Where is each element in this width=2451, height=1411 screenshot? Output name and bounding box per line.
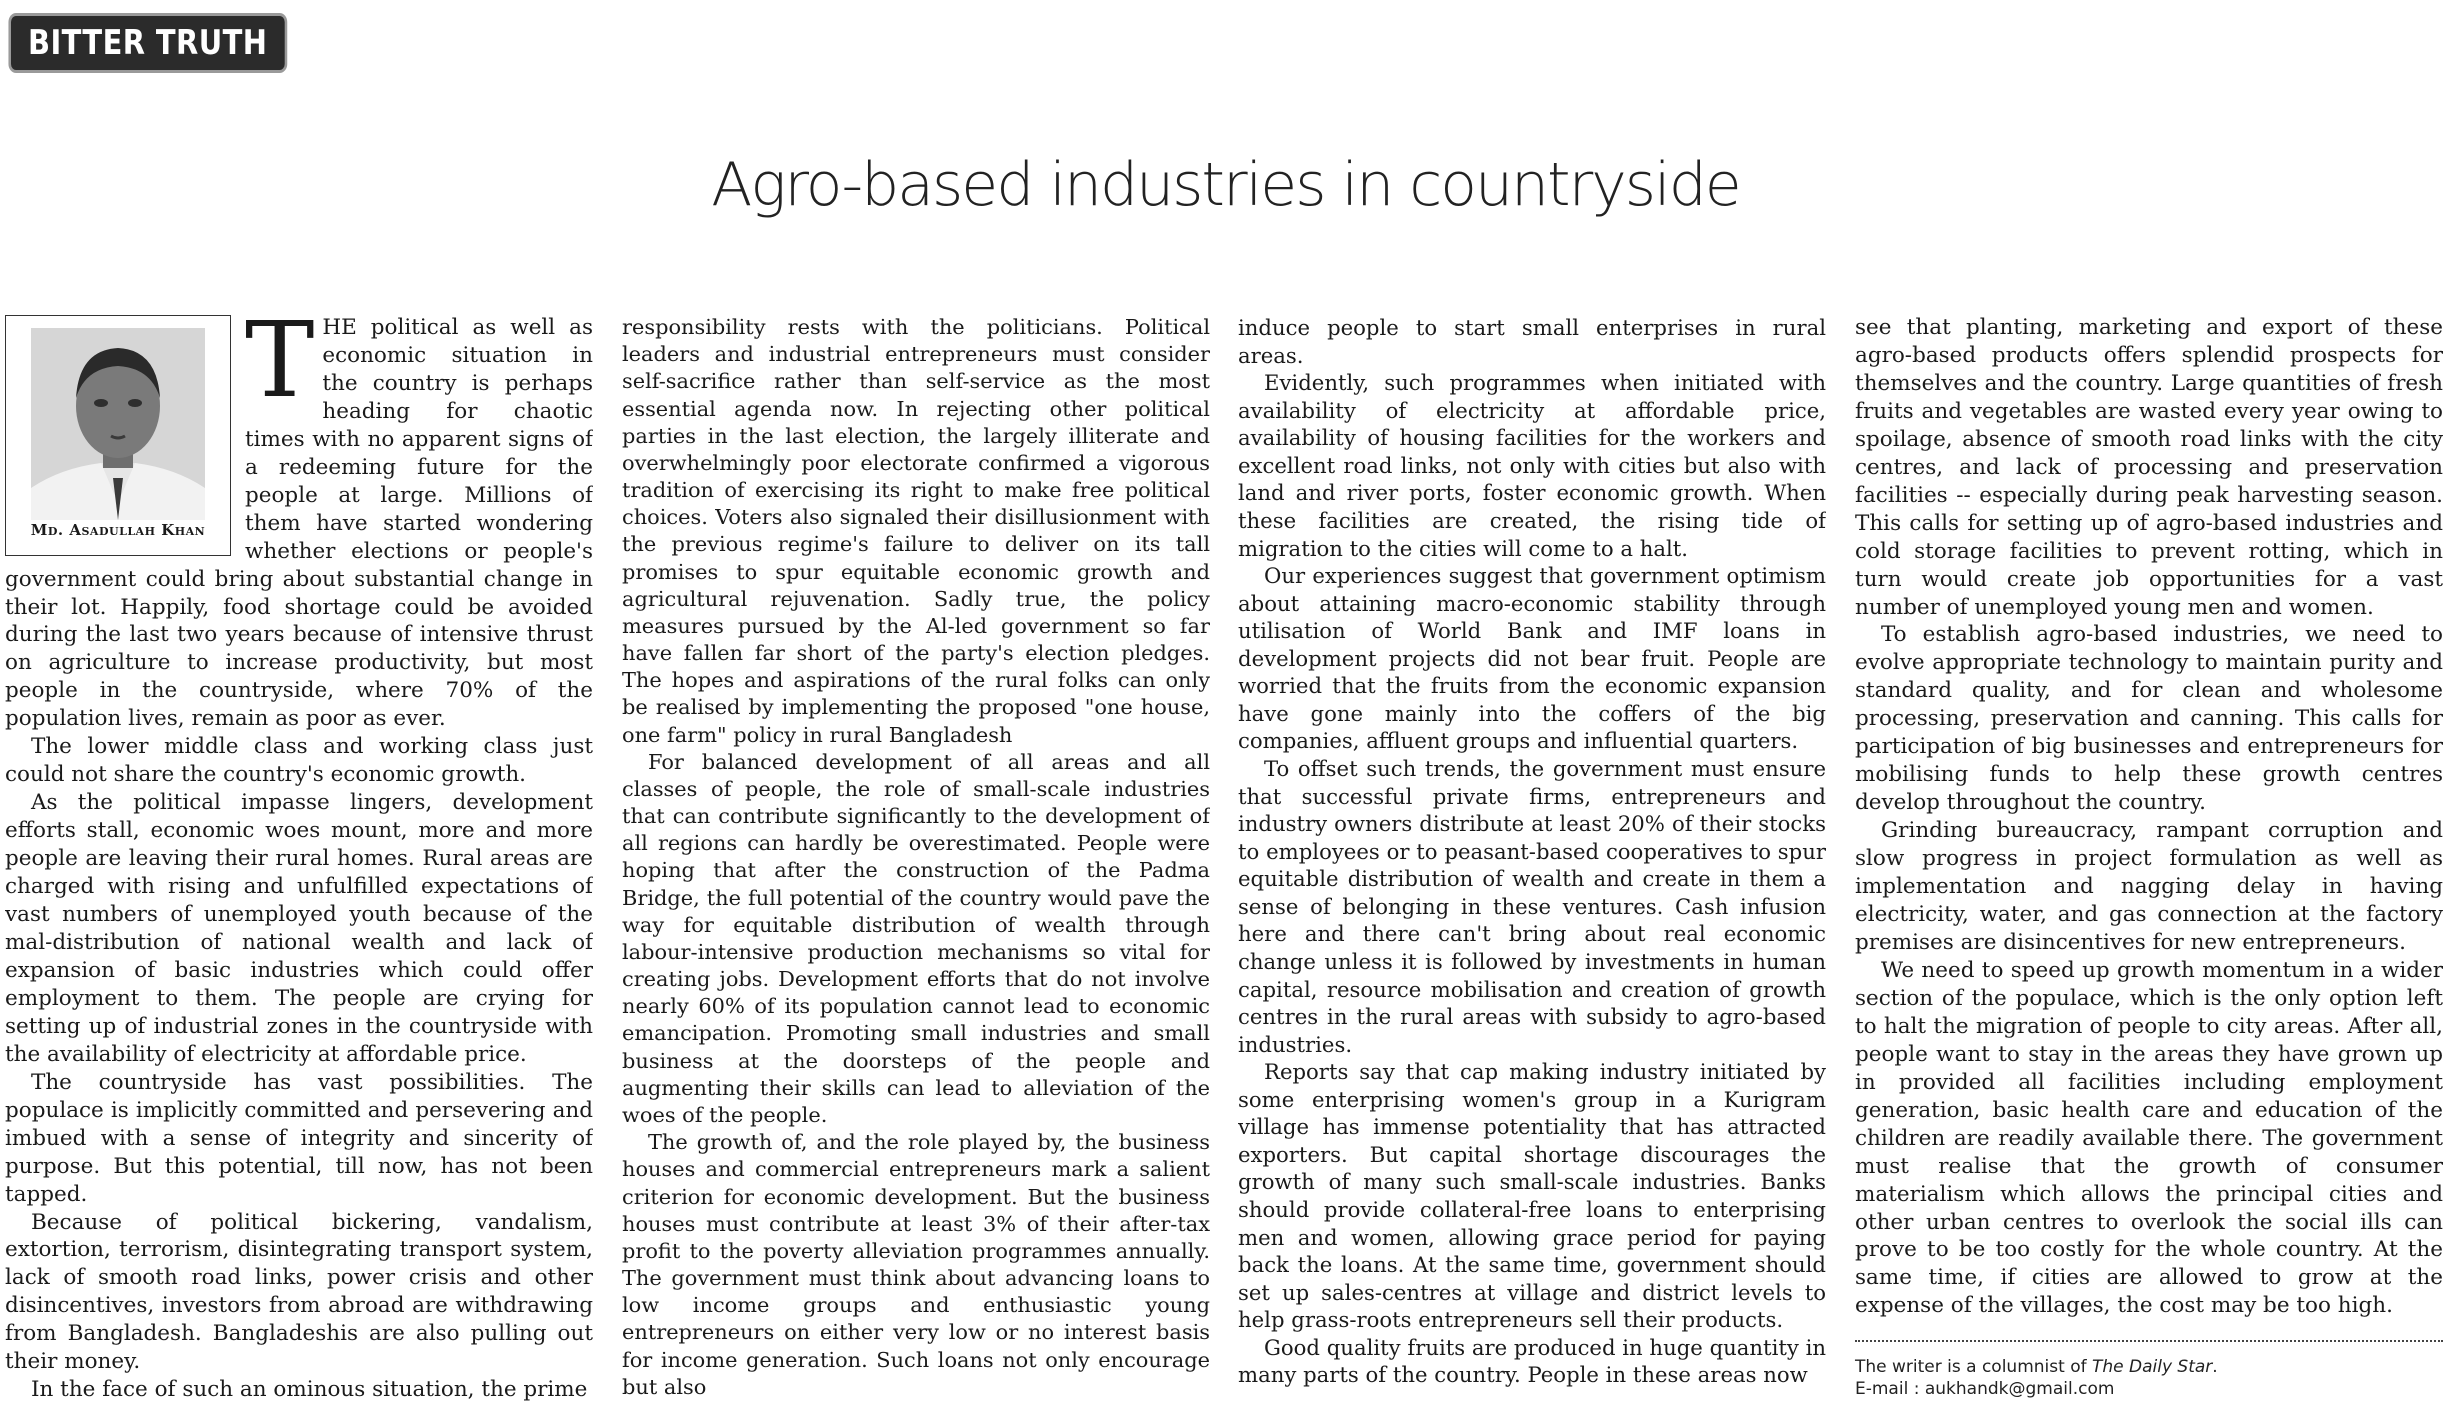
- paragraph: To establish agro-based industries, we need to evolve appropriate technology to maintain purity and standard quality, and for clean and wholesome processing, preservation and canning. This calls for participation of big businesses and entrepreneurs for mobilising funds to help these growth centres develop throughout the country.: [1855, 622, 2443, 816]
- paragraph: In the face of such an ominous situation, the prime: [31, 1377, 588, 1403]
- paragraph: The growth of, and the role played by, the business houses and commercial entrepreneurs mark a salient criterion for economic development. But the business houses must contribute at least 3% of their after-tax profit to the poverty alleviation programmes annually. The government must think about advancing loans to low income groups and enthusiastic young entrepreneurs on either very low or no interest basis for income generation. Such loans not only encourage but also: [622, 1130, 1210, 1399]
- author-note: [1855, 1356, 2443, 1400]
- article-column-3: [1238, 314, 1826, 1404]
- columnist-note: The writer is a columnist of The Daily Star.: [1855, 1357, 2218, 1377]
- article-column-4: [1855, 314, 2443, 1334]
- footer-divider: [1855, 1340, 2443, 1342]
- drop-cap: T: [245, 314, 315, 421]
- paragraph: We need to speed up growth momentum in a wider section of the populace, which is the only option left to halt the migration of people to city areas. After all, people want to stay in the areas they have grown up in provided all facilities including employment generation, basic health care and education of the children are readily available there. The government must realise that the growth of consumer materialism which allows the principal cities and other urban centres to overlook the social ills can prove to be too costly for the whole country. At the same time, if cities are allowed to grow at the expense of the villages, the cost may be too high.: [1855, 957, 2443, 1319]
- paragraph: The lower middle class and working class just could not share the country's economic growth.: [5, 734, 593, 788]
- paragraph: see that planting, marketing and export of these agro-based products offers splendid prospects for themselves and the country. Large quantities of fresh fruits and vegetables are wasted every year owing to spoilage, absence of smooth road links with the city centres, and lack of processing and preservation facilities -- especially during peak harvesting season. This calls for setting up of agro-based industries and cold storage facilities to prevent rotting, which in turn would create job opportunities for a vast number of unemployed young men and women.: [1855, 315, 2443, 620]
- article-column-1: [5, 314, 593, 1404]
- paragraph: As the political impasse lingers, development efforts stall, economic woes mount, more and more people are leaving their rural homes. Rural areas are charged with rising and unfulfilled expectations of vast numbers of unemployed youth because of the mal-distribution of national wealth and lack of expansion of basic industries which could offer employment to them. The people are crying for setting up of industrial zones in the countryside with the availability of electricity at affordable price.: [5, 790, 593, 1067]
- author-photo: [31, 328, 205, 520]
- publication-name: The Daily Star: [2091, 1357, 2213, 1377]
- paragraph: Our experiences suggest that government optimism about attaining macro-economic stability through utilisation of World Bank and IMF loans in development projects did not bear fruit. People are worried that the fruits from the economic expansion have gone mainly into the coffers of the big companies, affluent groups and influential quarters.: [1238, 563, 1826, 754]
- paragraph: Evidently, such programmes when initiated with availability of electricity at affordable price, availability of housing facilities for the workers and excellent road links, not only with cities but also with land and river ports, foster economic growth. When these facilities are created, the rising tide of migration to the cities will come to a halt.: [1238, 370, 1826, 561]
- author-email[interactable]: E-mail : aukhandk@gmail.com: [1855, 1379, 2115, 1399]
- paragraph: Grinding bureaucracy, rampant corruption and slow progress in project formulation as well as implementation and nagging delay in having electricity, water, and gas connection at the factory premises are disincentives for new entrepreneurs.: [1855, 818, 2443, 955]
- paragraph: Reports say that cap making industry initiated by some enterprising women's group in a Kurigram village has immense potentiality that has attracted exporters. But capital shortage discourages the growth of many such small-scale industries. Banks should provide collateral-free loans to enterprising men and women, allowing grace period for paying back the loans. At the same time, government should set up sales-centres at village and district levels to help grass-roots entrepreneurs sell their products.: [1238, 1059, 1826, 1333]
- article-column-2: [622, 314, 1210, 1404]
- paragraph: induce people to start small enterprises in rural areas.: [1238, 315, 1826, 368]
- paragraph: HE political as well as economic situation in the country is perhaps heading for chaotic times with no apparent signs of a redeeming future for the people at large. Millions of them have started wondering whether elections or people's government could bring about substantial change in their lot. Happily, food shortage could be avoided during the last two years because of intensive thrust on agriculture to increase productivity, but most people in the countryside, where 70% of the population lives, remain as poor as ever.: [5, 315, 593, 732]
- paragraph: The countryside has vast possibilities. The populace is implicitly committed and persevering and imbued with a sense of integrity and sincerity of purpose. But this potential, till now, has not been tapped.: [5, 1069, 593, 1207]
- paragraph: responsibility rests with the politicians. Political leaders and industrial entrepreneurs must consider self-sacrifice rather than self-service as the most essential agenda now. In rejecting other political parties in the last election, the largely illiterate and overwhelmingly poor electorate confirmed a vigorous tradition of exercising its right to make free political choices. Voters also signaled their disillusionment with the previous regime's failure to deliver on its tall promises to spur equitable economic growth and agricultural rejuvenation. Sadly true, the policy measures pursued by the Al-led government so far have fallen far short of the party's election pledges. The hopes and aspirations of the rural folks can only be realised by implementing the proposed "one house, one farm" policy in rural Bangladesh: [622, 315, 1210, 747]
- paragraph: To offset such trends, the government must ensure that successful private firms, entrepreneurs and industry owners distribute at least 20% of their stocks to employees or to peasant-based cooperatives to spur equitable distribution of wealth and create in them a sense of belonging in these ventures. Cash infusion here and there can't bring about real economic change unless it is followed by investments in human capital, resource mobilisation and creation of growth centres in the rural areas with subsidy to agro-based industries.: [1238, 756, 1826, 1057]
- paragraph: For balanced development of all areas and all classes of people, the role of small-scale industries that can contribute significantly to the development of all regions can hardly be overestimated. People were hoping that after the construction of the Padma Bridge, the full potential of the country would pave the way for equitable distribution of wealth through labour-intensive production mechanisms so vital for creating jobs. Development efforts that do not involve nearly 60% of its population cannot lead to economic emancipation. Promoting small industries and small business at the doorsteps of the people and augmenting their skills can lead to alleviation of the woes of the people.: [622, 749, 1210, 1127]
- headline: Agro-based industries in countryside: [711, 150, 1740, 220]
- section-label: BITTER TRUTH: [11, 16, 284, 70]
- author-box: [5, 315, 231, 556]
- paragraph: Because of political bickering, vandalism, extortion, terrorism, disintegrating transport system, lack of smooth road links, power crisis and other disincentives, investors from abroad are withdrawing from Bangladesh. Bangladeshis are also pulling out their money.: [5, 1209, 593, 1375]
- author-name: Md. Asadullah Khan: [30, 521, 206, 540]
- paragraph: Good quality fruits are produced in huge quantity in many parts of the country. People in these areas now: [1238, 1334, 1826, 1388]
